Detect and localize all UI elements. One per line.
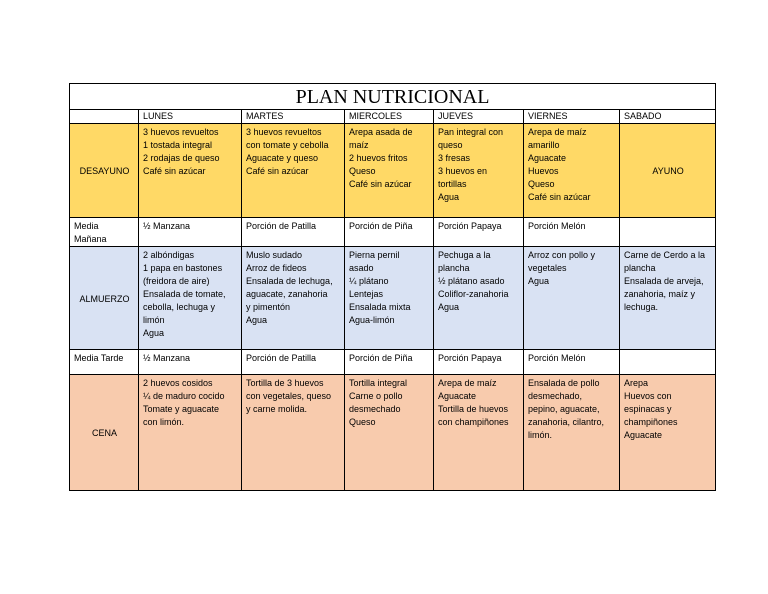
meal-line: lechuga. xyxy=(624,302,659,312)
meal-cell xyxy=(345,375,434,491)
meal-line: Pan integral con xyxy=(438,127,504,137)
meal-cell xyxy=(620,375,716,491)
meal-line: Café sin azúcar xyxy=(528,192,591,202)
snack-cell: Porción de Piña xyxy=(345,218,434,247)
meal-line: Agua xyxy=(528,276,550,286)
meal-line: con vegetales, queso xyxy=(246,391,332,401)
meal-cell xyxy=(242,124,345,218)
row-label-media-manana xyxy=(70,218,139,247)
meal-line: desmechado, xyxy=(528,391,583,401)
snack-cell: Porción Papaya xyxy=(434,218,524,247)
meal-cell xyxy=(139,247,242,350)
meal-cell xyxy=(524,247,620,350)
meal-line: Agua xyxy=(246,315,268,325)
meal-line: Tortilla integral xyxy=(349,378,408,388)
meal-line: Agua xyxy=(438,192,460,202)
meal-line: 2 huevos fritos xyxy=(349,153,408,163)
day-header-miercoles: MIERCOLES xyxy=(345,110,434,124)
day-header-sabado: SABADO xyxy=(620,110,716,124)
snack-cell: Porción Papaya xyxy=(434,350,524,375)
meal-line: limón. xyxy=(528,430,553,440)
snack-cell: Porción Melón xyxy=(524,350,620,375)
meal-line: aguacate, zanahoria xyxy=(246,289,328,299)
meal-line: Ensalada de pollo xyxy=(528,378,600,388)
meal-line: Carne de Cerdo a la xyxy=(624,250,706,260)
page-title: PLAN NUTRICIONAL xyxy=(70,84,716,110)
meal-row-desayuno xyxy=(70,124,716,218)
meal-line: Arepa xyxy=(624,378,649,388)
row-label-almuerzo: ALMUERZO xyxy=(70,247,139,350)
row-label-line: Media xyxy=(74,221,99,231)
meal-line: Muslo sudado xyxy=(246,250,303,260)
meal-line: ¼ plátano xyxy=(349,276,389,286)
meal-line: Agua xyxy=(143,328,165,338)
snack-cell-empty xyxy=(620,350,716,375)
meal-cell xyxy=(434,375,524,491)
snack-cell: Porción de Piña xyxy=(345,350,434,375)
meal-line: Aguacate xyxy=(438,391,477,401)
meal-line: Queso xyxy=(349,166,376,176)
meal-line: tortillas xyxy=(438,179,467,189)
meal-line: 2 rodajas de queso xyxy=(143,153,220,163)
fasting-cell: AYUNO xyxy=(620,124,716,218)
meal-line: zanahoria, cilantro, xyxy=(528,417,605,427)
meal-line: Arepa de maíz xyxy=(528,127,587,137)
day-header-row xyxy=(70,110,716,124)
snack-row-media-manana xyxy=(70,218,716,247)
meal-line: y pimentón xyxy=(246,302,291,312)
meal-line: Aguacate xyxy=(528,153,567,163)
meal-line: Arepa de maíz xyxy=(438,378,497,388)
meal-line: Huevos con xyxy=(624,391,672,401)
meal-line: Huevos xyxy=(528,166,559,176)
day-header-jueves: JUEVES xyxy=(434,110,524,124)
meal-cell xyxy=(434,124,524,218)
meal-cell xyxy=(434,247,524,350)
row-label-cena: CENA xyxy=(70,375,139,491)
meal-row-cena xyxy=(70,375,716,491)
meal-line: con champiñones xyxy=(438,417,509,427)
snack-cell: Porción de Patilla xyxy=(242,218,345,247)
row-label-media-tarde: Media Tarde xyxy=(70,350,139,375)
meal-line: Arroz con pollo y xyxy=(528,250,596,260)
meal-line: 3 huevos revueltos xyxy=(246,127,322,137)
meal-cell xyxy=(139,124,242,218)
meal-line: amarillo xyxy=(528,140,560,150)
meal-line: 1 papa en bastones xyxy=(143,263,223,273)
meal-cell xyxy=(620,247,716,350)
meal-line: Ensalada de arveja, xyxy=(624,276,704,286)
meal-line: Pierna pernil xyxy=(349,250,400,260)
meal-line: Coliflor-zanahoria xyxy=(438,289,509,299)
meal-line: espinacas y xyxy=(624,404,672,414)
meal-line: pepino, aguacate, xyxy=(528,404,600,414)
meal-line: Café sin azúcar xyxy=(349,179,412,189)
meal-cell xyxy=(345,124,434,218)
meal-line: Agua xyxy=(438,302,460,312)
meal-line: Pechuga a la xyxy=(438,250,491,260)
day-header-martes: MARTES xyxy=(242,110,345,124)
meal-line: con limón. xyxy=(143,417,185,427)
meal-line: Tortilla de huevos xyxy=(438,404,509,414)
header-corner xyxy=(70,110,139,124)
meal-line: 3 huevos revueltos xyxy=(143,127,219,137)
meal-line: Carne o pollo xyxy=(349,391,403,401)
meal-row-almuerzo xyxy=(70,247,716,350)
meal-line: Ensalada de tomate, xyxy=(143,289,226,299)
meal-line: limón xyxy=(143,315,165,325)
meal-cell xyxy=(345,247,434,350)
meal-line: Ensalada mixta xyxy=(349,302,411,312)
row-label-line: Mañana xyxy=(74,234,107,244)
meal-line: Aguacate y queso xyxy=(246,153,319,163)
meal-cell xyxy=(242,375,345,491)
meal-line: Agua-limón xyxy=(349,315,395,325)
meal-line: con tomate y cebolla xyxy=(246,140,329,150)
snack-cell: ½ Manzana xyxy=(139,350,242,375)
meal-line: queso xyxy=(438,140,463,150)
meal-cell xyxy=(139,375,242,491)
meal-line: maíz xyxy=(349,140,369,150)
meal-line: zanahoria, maíz y xyxy=(624,289,696,299)
meal-line: champiñones xyxy=(624,417,678,427)
day-header-viernes: VIERNES xyxy=(524,110,620,124)
meal-line: (freidora de aire) xyxy=(143,276,210,286)
meal-line: cebolla, lechuga y xyxy=(143,302,216,312)
snack-cell: Porción Melón xyxy=(524,218,620,247)
meal-line: 3 huevos en xyxy=(438,166,488,176)
snack-cell: Porción de Patilla xyxy=(242,350,345,375)
meal-cell xyxy=(524,375,620,491)
meal-cell xyxy=(524,124,620,218)
meal-line: Ensalada de lechuga, xyxy=(246,276,333,286)
meal-line: 3 fresas xyxy=(438,153,471,163)
meal-line: Arroz de fideos xyxy=(246,263,307,273)
meal-line: plancha xyxy=(624,263,656,273)
meal-line: Café sin azúcar xyxy=(246,166,309,176)
snack-row-media-tarde xyxy=(70,350,716,375)
row-label-desayuno: DESAYUNO xyxy=(70,124,139,218)
meal-line: Queso xyxy=(349,417,376,427)
meal-cell xyxy=(242,247,345,350)
meal-line: 2 albóndigas xyxy=(143,250,195,260)
nutrition-plan-table xyxy=(69,83,716,491)
meal-line: desmechado xyxy=(349,404,401,414)
meal-line: Queso xyxy=(528,179,555,189)
snack-cell-empty xyxy=(620,218,716,247)
meal-line: Arepa asada de xyxy=(349,127,413,137)
meal-line: Tomate y aguacate xyxy=(143,404,220,414)
meal-line: Tortilla de 3 huevos xyxy=(246,378,324,388)
meal-line: plancha xyxy=(438,263,470,273)
meal-line: ¼ de maduro cocido xyxy=(143,391,225,401)
meal-line: Café sin azúcar xyxy=(143,166,206,176)
snack-cell: ½ Manzana xyxy=(139,218,242,247)
meal-line: y carne molida. xyxy=(246,404,308,414)
meal-line: vegetales xyxy=(528,263,567,273)
meal-line: 1 tostada integral xyxy=(143,140,213,150)
meal-line: Aguacate xyxy=(624,430,663,440)
day-header-lunes: LUNES xyxy=(139,110,242,124)
meal-line: asado xyxy=(349,263,374,273)
meal-line: ½ plátano asado xyxy=(438,276,505,286)
meal-line: Lentejas xyxy=(349,289,384,299)
meal-line: 2 huevos cosidos xyxy=(143,378,213,388)
